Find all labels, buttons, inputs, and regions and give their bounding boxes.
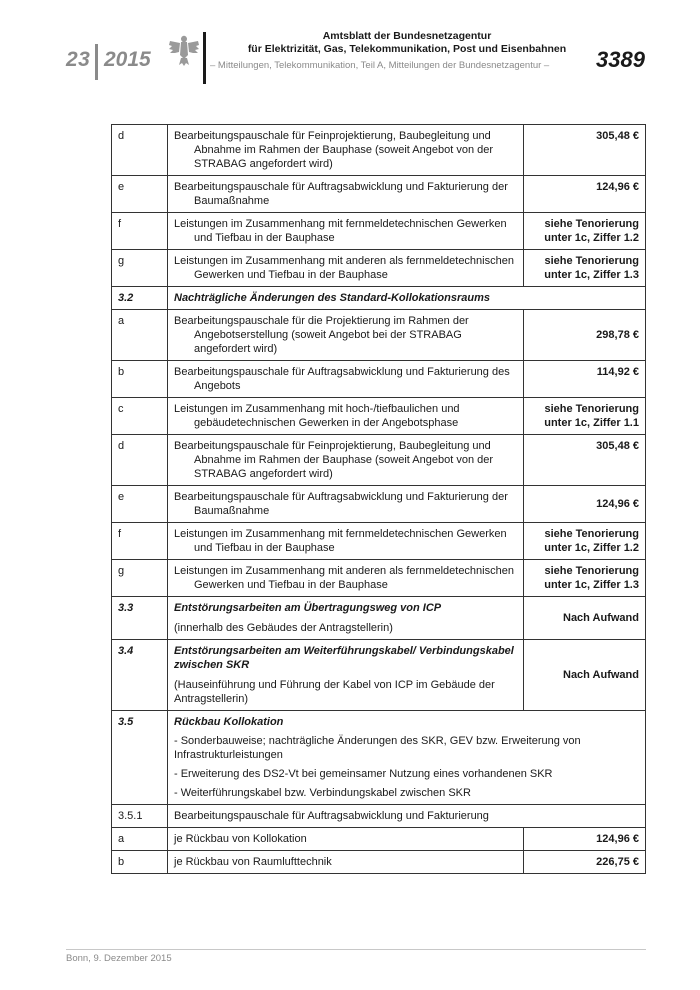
item-price: siehe Tenorierung unter 1c, Ziffer 1.3 [524, 250, 646, 287]
item-description: je Rückbau von Raumlufttechnik [168, 851, 524, 874]
item-id: f [112, 213, 168, 250]
item-price: siehe Tenorierung unter 1c, Ziffer 1.2 [524, 213, 646, 250]
item-description: Leistungen im Zusammenhang mit hoch-/tiefbaulichen und gebäudetechnischen Gewerken in der Angebotsphase [168, 398, 524, 435]
section-id: 3.4 [112, 640, 168, 711]
item-id: g [112, 560, 168, 597]
item-description: Leistungen im Zusammenhang mit anderen als fernmeldetechnischen Gewerken und Tiefbau in der Bauphase [168, 560, 524, 597]
item-id: c [112, 398, 168, 435]
table-row [112, 828, 646, 851]
fee-table [111, 124, 646, 874]
table-row [112, 560, 646, 597]
section-title: Nachträgliche Änderungen des Standard-Kollokationsraums [168, 287, 646, 310]
section-content [168, 640, 524, 711]
section-bullet: - Erweiterung des DS2-Vt bei gemeinsamer Nutzung eines vorhandenen SKR [174, 768, 553, 780]
federal-eagle-icon [168, 33, 200, 67]
item-description: je Rückbau von Kollokation [168, 828, 524, 851]
section-id: 3.5 [112, 711, 168, 805]
section-content [168, 597, 524, 640]
item-description: Leistungen im Zusammenhang mit anderen als fernmeldetechnischen Gewerken und Tiefbau in der Bauphase [168, 250, 524, 287]
item-id: e [112, 176, 168, 213]
section-note: (Hauseinführung und Führung der Kabel von ICP im Gebäude der Antragstellerin) [174, 679, 495, 705]
section-id: 3.3 [112, 597, 168, 640]
item-id: d [112, 125, 168, 176]
table-row [112, 361, 646, 398]
issue-separator [95, 44, 98, 80]
issue-year: 2015 [104, 48, 151, 71]
page-number: 3389 [596, 47, 645, 72]
table-row [112, 250, 646, 287]
item-description: Bearbeitungspauschale für Auftragsabwicklung und Fakturierung des Angebots [168, 361, 524, 398]
item-price: 305,48 € [524, 435, 646, 486]
section-id: 3.2 [112, 287, 168, 310]
item-id: a [112, 310, 168, 361]
item-id: f [112, 523, 168, 560]
item-price: 124,96 € [524, 176, 646, 213]
section-row [112, 640, 646, 711]
section-note: (innerhalb des Gebäudes der Antragstellerin) [174, 622, 393, 634]
item-id: a [112, 828, 168, 851]
section-bullet: - Weiterführungskabel bzw. Verbindungskabel zwischen SKR [174, 787, 471, 799]
item-price: 226,75 € [524, 851, 646, 874]
item-price: Nach Aufwand [524, 640, 646, 711]
item-description: Bearbeitungspauschale für Auftragsabwicklung und Fakturierung der Baumaßnahme [168, 176, 524, 213]
table-row [112, 213, 646, 250]
item-description: Bearbeitungspauschale für Auftragsabwicklung und Fakturierung der Baumaßnahme [168, 486, 524, 523]
item-description: Bearbeitungspauschale für die Projektierung im Rahmen der Angebotserstellung (soweit Angebot bei der STRABAG angefordert wird) [168, 310, 524, 361]
section-title: Entstörungsarbeiten am Weiterführungskabel/ Verbindungskabel zwischen SKR [174, 645, 514, 671]
item-id: e [112, 486, 168, 523]
item-price: siehe Tenorierung unter 1c, Ziffer 1.2 [524, 523, 646, 560]
section-heading-row [112, 287, 646, 310]
item-description: Leistungen im Zusammenhang mit fernmeldetechnischen Gewerken und Tiefbau in der Bauphase [168, 213, 524, 250]
item-price: Nach Aufwand [524, 597, 646, 640]
table-row [112, 176, 646, 213]
item-id: b [112, 361, 168, 398]
item-description: Bearbeitungspauschale für Auftragsabwicklung und Fakturierung [168, 805, 646, 828]
section-row [112, 597, 646, 640]
section-bullet: - Sonderbauweise; nachträgliche Änderungen des SKR, GEV bzw. Erweiterung von Infrastrukturleistungen [174, 735, 581, 761]
section-row [112, 711, 646, 805]
footer-divider [66, 949, 646, 950]
table-row [112, 398, 646, 435]
item-price: siehe Tenorierung unter 1c, Ziffer 1.1 [524, 398, 646, 435]
section-content [168, 711, 646, 805]
table-row [112, 125, 646, 176]
item-id: g [112, 250, 168, 287]
page-header [0, 0, 700, 90]
item-price: 298,78 € [524, 310, 646, 361]
item-price: 305,48 € [524, 125, 646, 176]
item-price: siehe Tenorierung unter 1c, Ziffer 1.3 [524, 560, 646, 597]
table-row [112, 523, 646, 560]
gazette-title-line2: für Elektrizität, Gas, Telekommunikation, Post und Eisenbahnen [247, 43, 567, 55]
item-description: Leistungen im Zusammenhang mit fernmeldetechnischen Gewerken und Tiefbau in der Bauphase [168, 523, 524, 560]
item-price: 124,96 € [524, 828, 646, 851]
item-price: 124,96 € [524, 486, 646, 523]
section-title: Rückbau Kollokation [174, 716, 284, 728]
item-description: Bearbeitungspauschale für Feinprojektierung, Baubegleitung und Abnahme im Rahmen der Bauphase (soweit Angebot von der STRABAG angefordert wird) [168, 435, 524, 486]
item-description: Bearbeitungspauschale für Feinprojektierung, Baubegleitung und Abnahme im Rahmen der Bauphase (soweit Angebot von der STRABAG angefordert wird) [168, 125, 524, 176]
table-row [112, 435, 646, 486]
item-price: 114,92 € [524, 361, 646, 398]
item-id: b [112, 851, 168, 874]
table-row [112, 486, 646, 523]
item-id: 3.5.1 [112, 805, 168, 828]
item-id: d [112, 435, 168, 486]
table-row [112, 805, 646, 828]
table-row [112, 310, 646, 361]
gazette-subtitle: – Mitteilungen, Telekommunikation, Teil A, Mitteilungen der Bundesnetzagentur – [210, 60, 550, 71]
issue-number: 23 [66, 48, 91, 71]
footer-place-date: Bonn, 9. Dezember 2015 [66, 953, 172, 964]
table-row [112, 851, 646, 874]
gazette-title: Amtsblatt der Bundesnetzagentur [322, 30, 492, 42]
section-title: Entstörungsarbeiten am Übertragungsweg von ICP [174, 602, 442, 614]
